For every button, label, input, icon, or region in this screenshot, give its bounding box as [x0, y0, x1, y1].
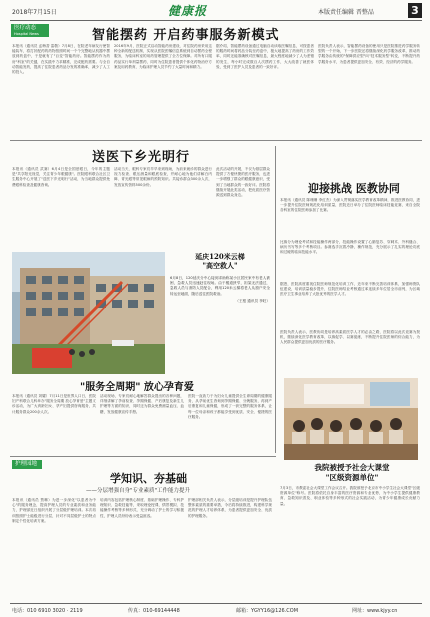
- outreach-body-col2: 活动当天，眼科专家们早早来到现场，为前来就诊的群众进行视力检查、眼压测量和眼底检查，并耐心地为他们讲解白内障、青光眼等常见眼病的预防知识。共接诊群众300余人次，发放宣传资料500余份。: [114, 167, 212, 187]
- service-week-headline: "服务全周期" 放心孕育爱: [80, 382, 194, 393]
- footer-fax: 传真：010-69144448: [128, 608, 180, 614]
- pharmacy-body-col3: 据介绍，智能摆药设备通过电脑自动读取医嘱信息，可按患者的服药时间将药品分装至药盒中，极大地提高了药房的工作效率，同时还能准确核对医嘱信息，最大程度地减少了人为差错的发生，每小时完成数百人次摆药工作，大大改善了就医体验，受到了医护人员及患者的一致好评。: [216, 44, 314, 69]
- nursing-subheadline: ——分层增强自身"专业素质"工作能力提升: [86, 488, 191, 494]
- outreach-body-col3: 此次活动的开展，不仅为基层群众提供了方便快捷的医疗服务，也进一步增强了群众的眼健康意识，受到了当地群众的一致好评。医院将继续开展此类活动，把优质医疗资源送到群众身边。: [216, 167, 270, 198]
- photo-credit: （王根 通讯员 李旺）: [235, 298, 270, 303]
- page-footer: [0, 603, 430, 617]
- pharmacy-body-col4: 医院负责人表示，智能摆药设备的使用只是医院推进药学服务转型的一个开始，下一步医院还将继续深化药学服务改革，推动药学服务由传统的"保障供应型"向"技术服务型"转变，不断提升药学服务水平，为患者提供更加安全、有效、经济的药学服务。: [318, 44, 420, 64]
- rescue-photo-illustration: [12, 252, 165, 374]
- header-divider: [10, 20, 422, 21]
- competition-headline: 迎接挑战 医教协同: [308, 182, 400, 195]
- academic-headline: 我院被授予社会大课堂 "区级资源单位": [314, 463, 390, 482]
- outreach-body-col1: 本报讯（通讯员 武赛）6月4日是全国爱眼日，今年的主题是"共享阳光视觉，关注青少年眼健康"。医院眼科联合社区卫生服务中心开展了"送医下乡光明行"活动，为当地群众提供免费眼科检查及健康咨询。: [12, 167, 110, 187]
- photo-caption-title: 延庆120米云梯 "高空救人": [195, 252, 245, 270]
- service-week-body-col3: 医院一直致力于为妇女儿童提供全生命周期的健康服务，从孕前优生咨询到孕期保健、分娩服务，再到产后康复和儿童保健，形成了一套完整的服务体系，让每一位母亲和孩子都能享受到优质、安全、便捷的医疗服务。: [188, 394, 272, 419]
- competition-body-p4: 医院负责人表示，医教协同是培养高素质医学人才的必由之路，医院将以此次竞赛为契机，继续深化医学教育改革，以赛促学、以赛促练，不断提升住院医师的综合能力，为人民群众提供更加优质的医疗服务。: [280, 330, 420, 345]
- masthead-logo: 健康报: [168, 4, 208, 18]
- competition-body-p2: 比赛分为理论考试和技能操作两部分，技能操作设置了心肺复苏、穿刺术、外科缝合、病历书写等多个考核项目。参赛选手沉着冷静，操作规范，充分展示了扎实的理论功底和过硬的临床技能水平。: [280, 240, 420, 255]
- classroom-photo-illustration: [284, 378, 418, 460]
- footer-email: 邮箱：YGYY16@126.COM: [236, 608, 299, 614]
- nursing-body-col1: 本报讯（通讯员 贾琳）为进一步深化"以患者为中心"的服务理念，提高护理人员的专业素质和业务能力，护理部近日组织开展了分层级护理培训。本次培训按照护士能级进行分层，针对不同层级护士的特点制定个性化培训方案。: [12, 498, 96, 523]
- photo-caption-block: [170, 252, 270, 374]
- footer-phone: 电话：010 6910 3020 · 2119: [12, 608, 83, 614]
- competition-body-p3: 据悉，医院高度重视住院医师规范化培训工作，近年来不断完善培训体系，加强师资队伍建设，培训质量稳步提升，住院医师结业考核通过率连续多年位居全市前列，为区域医疗卫生事业培养了大批优秀的医学人才。: [280, 282, 420, 297]
- outreach-headline: 送医下乡光明行: [92, 150, 191, 165]
- page-editor: 本版责任编辑 晋整品: [318, 9, 374, 16]
- academic-body: 7月3日，市教委社会大课堂工作会议召开。我院被授予北京市中小学生社会大课堂"区级资源单位"称号。医院将依托自身丰富的医疗资源和专业优势，为中小学生提供健康教育、急救知识普及、职业体验等多种形式的社会实践活动，为青少年健康成长贡献力量。: [280, 486, 420, 506]
- service-week-body-col2: 活动现场，专家们耐心地解答群众提出的各种问题，详细讲解了孕前检查、孕期保健、产后康复及新生儿护理等方面的知识，同时还为群众免费测量血压、血糖，发放健康宣传手册。: [100, 394, 184, 414]
- pharmacy-headline: 智能摆药 开启药事服务新模式: [92, 28, 280, 43]
- pharmacy-body-col2: 2016年9月，医院正式启动智能药房建设，对住院药房采用这种全新的配送机制，实现从医院医嘱信息系统到自动摆药全程服务，为临床科室的用药管理提供了全方位保障。对所有口服药品实行单剂量摆药，同时为住院患者提供个体化药物治疗方案及用药教育，为临床护理人员节约了大量时间和精力。: [114, 44, 212, 69]
- footer-divider: [10, 603, 422, 604]
- service-week-body-col1: 本报讯（通讯员 刘耀）7月11日是世界人口日，医院妇产科联合儿科举办"服务全周期 放心孕育爱"主题义诊活动，为广大育龄妇女、孕产妇提供咨询服务，共计服务群众200余人次。: [12, 394, 96, 414]
- nursing-divider: [10, 456, 276, 457]
- section-divider: [10, 140, 422, 141]
- pharmacy-body-col1: 本报讯（通讯员 孟梅香 雷敬）7月8日，在院老年病友行使智能装车，将打折配药的药物按照时间一个个完整地从机器中摆放到药盒中，于是就有了"百变"智能药房。智能摆药作为药房"科室"的关键，在实践中力求精准，完成配药需要。与全自动智能发药，提高了住院患者药品分发的准确率，减少了人工的投入。: [12, 44, 110, 75]
- section-tag-sub: Hospital News: [14, 32, 39, 36]
- section-tag-nursing: [12, 460, 42, 469]
- section-tag-nursing-label: 护理园地: [15, 461, 38, 467]
- nursing-body-col2: 培训内容包括护理核心制度、基础护理操作、专科护理知识、急救技能等，采取理论授课、情景模拟、技能操作考核等多种形式，充分调动了护士的学习积极性，护理人员纷纷表示受益匪浅。: [100, 498, 184, 518]
- competition-body-p1: 本报讯（通讯员 陈珊珊 李红杰）为深入贯彻落实医学教育改革精神，推进医教协同，进一步提升住院医师规范化培训质量，医院近日举办了住院医师临床技能竞赛，来自全院各科室的住院医师参加了比赛。: [280, 198, 420, 213]
- classroom-photo: [284, 378, 418, 460]
- nursing-headline: 学知识、夯基础: [110, 472, 187, 485]
- section-tag-news: [11, 24, 49, 37]
- photo-caption-body: 6月8日，120延庆分中心接到求助称某小区居民家中有老人被困，急救人员迅速赶往现场。由于楼道狭窄，担架无法通过，急救人员与消防人员配合，利用120米云梯将老人从窗户安全转运至地面，随后送往医院救治。: [170, 276, 270, 296]
- nursing-body-col3: 护理部相关负责人表示，分层级培训是提升护理队伍整体素质的重要举措，今后将持续推进，构建科学规范的护理人才培养体系，为患者提供更加安全、优质的护理服务。: [188, 498, 272, 518]
- column-divider: [275, 146, 276, 453]
- page-header: [0, 0, 430, 22]
- page-number: 3: [408, 3, 422, 18]
- rescue-photo: [12, 252, 165, 374]
- issue-date: 2018年7月15日: [12, 9, 57, 16]
- section-tag-label: 医疗动态: [14, 25, 37, 31]
- footer-web: 网址：www.kjyy.cn: [352, 608, 398, 614]
